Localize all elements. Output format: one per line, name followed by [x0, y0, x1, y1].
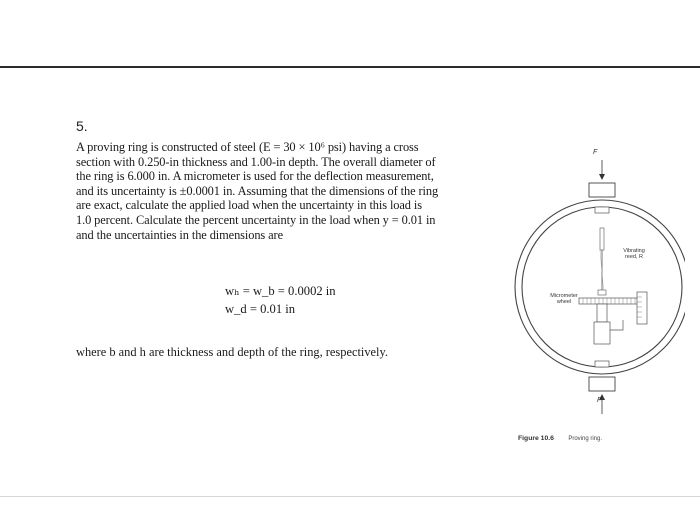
bottom-divider: [0, 496, 700, 497]
problem-paragraph: [76, 140, 506, 242]
micrometer-wheel-label: Micrometer wheel: [550, 293, 578, 305]
paragraph-line: the ring is 6.000 in. A micrometer is used for the deflection measurement,: [76, 169, 434, 184]
proving-ring-diagram: [505, 130, 685, 430]
closing-sentence: where b and h are thickness and depth of the ring, respectively.: [76, 345, 388, 359]
load-label-bottom: F: [597, 397, 602, 404]
equation-uncertainty-diameter: w_d = 0.01 in: [225, 302, 296, 316]
paragraph-line: A proving ring is constructed of steel (E = 30 × 10⁶ psi) having a cross: [76, 140, 419, 154]
equation-uncertainty-thickness-depth: wₕ = w_b = 0.0002 in: [225, 284, 336, 298]
top-divider: [0, 66, 700, 68]
paragraph-line: 1.0 percent. Calculate the percent uncertainty in the load when y = 0.01 in: [76, 212, 436, 227]
vibrating-reed-label: Vibrating reed, R: [623, 248, 645, 260]
figure-number: Figure 10.6: [518, 435, 554, 442]
load-label-top: F: [593, 149, 598, 156]
paragraph-line: are exact, calculate the applied load when the uncertainty in this load is: [76, 198, 422, 213]
paragraph-line: and its uncertainty is ±0.0001 in. Assuming that the dimensions of the ring: [76, 183, 439, 198]
question-number: 5.: [76, 118, 88, 134]
figure-caption: [518, 427, 602, 445]
proving-ring-figure: [505, 130, 685, 460]
paragraph-line: section with 0.250-in thickness and 1.00-in depth. The overall diameter of: [76, 154, 436, 169]
paragraph-line: and the uncertainties in the dimensions are: [76, 227, 283, 242]
figure-caption-text: Proving ring.: [568, 436, 603, 442]
